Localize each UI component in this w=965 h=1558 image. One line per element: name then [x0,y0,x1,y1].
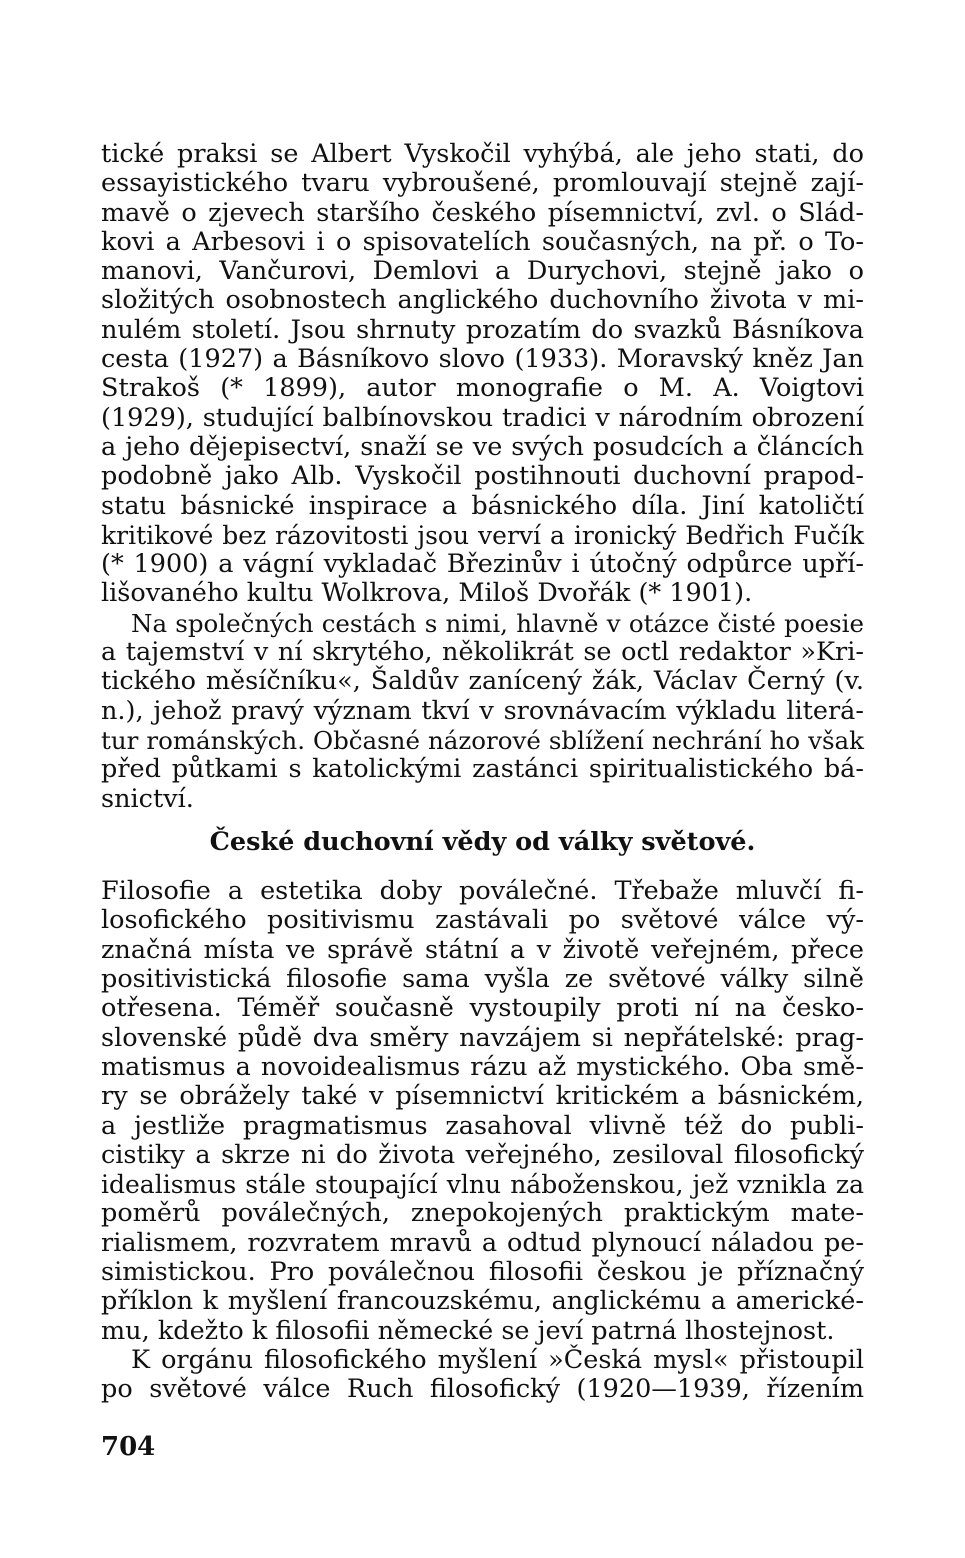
text-line: matismus a novoidealismus rázu až mystického. Oba smě- [101,1051,864,1082]
text-line: poměrů poválečných, znepokojených praktickým mate- [101,1198,864,1229]
text-line: po světové válce Ruch filosofický (1920—1939, řízením [101,1374,864,1405]
section-heading: České duchovní vědy od války světové. [209,826,756,857]
text-line: a jestliže pragmatismus zasahoval vlivně též do publi- [101,1110,864,1141]
paragraph [101,140,864,609]
text-line: cistiky a skrze ni do života veřejného, zesiloval filosofický [101,1139,864,1170]
text-line: tur románských. Občasné názorové sblížení nechrání ho však [101,725,864,755]
text-line: a jeho dějepisectví, snaží se ve svých posudcích a článcích [101,431,864,462]
text-line: tického měsíčníku«, Šaldův zanícený žák, Václav Černý (v. [101,666,864,697]
text-line: a tajemství v ní skrytého, několikrát se octl redaktor »Kri- [101,637,864,668]
text-line: idealismus stále stoupající vlnu náboženskou, jež vznikla za [101,1170,864,1200]
text-line: kovi a Arbesovi i o spisovatelích současných, na př. o To- [101,226,864,257]
text-line: (1929), studující balbínovskou tradici v národním obrození [101,402,864,433]
text-line: Na společných cestách s nimi, hlavně v otázce čisté poesie [131,608,864,638]
text-line: před půtkami s katolickými zastánci spiritualistického bá- [101,754,864,785]
text-line: kritikové bez rázovitosti jsou verví a ironický Bedřich Fučík [101,520,864,550]
text-line: cesta (1927) a Básníkovo slovo (1933). Moravský kněz Jan [101,344,864,375]
text-line: K orgánu filosofického myšlení »Česká mysl« přistoupil [131,1344,864,1375]
text-line: lišovaného kultu Wolkrova, Miloš Dvořák (* 1901). [101,578,753,609]
page-number: 704 [101,1432,156,1462]
text-line: statu básnické inspirace a básnického díla. Jiní katoličtí [101,490,864,521]
text-line: Strakoš (* 1899), autor monografie o M. A. Voigtovi [101,373,864,404]
text-line: losofického positivismu zastávali po světové válce vý- [101,905,864,936]
text-line: simistickou. Pro poválečnou filosofii českou je příznačný [101,1256,864,1287]
text-line: manovi, Vančurovi, Demlovi a Durychovi, stejně jako o [101,256,864,287]
paragraph [101,1346,864,1405]
text-line: podobně jako Alb. Vyskočil postihnouti duchovní prapod- [101,461,864,492]
page-text-block [101,140,864,1404]
text-line: mavě o zjevech staršího českého písemnictví, zvl. o Slád- [101,197,864,228]
text-line: otřesena. Téměř současně vystoupily proti ní na česko- [101,993,864,1024]
text-line: essayistického tvaru vybroušené, promlouvají stejně zají- [101,168,864,199]
text-line: slovenské půdě dva směry navzájem si nepřátelské: prag- [101,1022,864,1053]
text-line: positivistická filosofie sama vyšla ze světové války silně [101,964,864,995]
text-line: n.), jehož pravý význam tkví v srovnávacím výkladu literá- [101,695,864,726]
text-line: tické praksi se Albert Vyskočil vyhýbá, ale jeho stati, do [101,139,864,169]
text-line: Filosofie a estetika doby poválečné. Třebaže mluvčí fi- [101,876,864,907]
text-line: (* 1900) a vágní vykladač Březinův i útočný odpůrce upří- [101,549,864,580]
text-line: snictví. [101,783,194,814]
text-line: ry se obrážely také v písemnictví kritickém a básnickém, [101,1081,864,1112]
paragraph [101,609,864,814]
text-line: příklon k myšlení francouzskému, anglickému a americké- [101,1286,864,1317]
text-line: mu, kdežto k filosofii německé se jeví patrná lhostejnost. [101,1315,835,1346]
text-line: nulém století. Jsou shrnuty prozatím do svazků Básníkova [101,314,864,345]
paragraph [101,877,864,1346]
text-line: značná místa ve správě státní a v životě veřejném, přece [101,934,864,965]
text-line: složitých osobnostech anglického duchovního života v mi- [101,285,864,316]
text-line: rialismem, rozvratem mravů a odtud plynoucí náladou pe- [101,1227,864,1258]
